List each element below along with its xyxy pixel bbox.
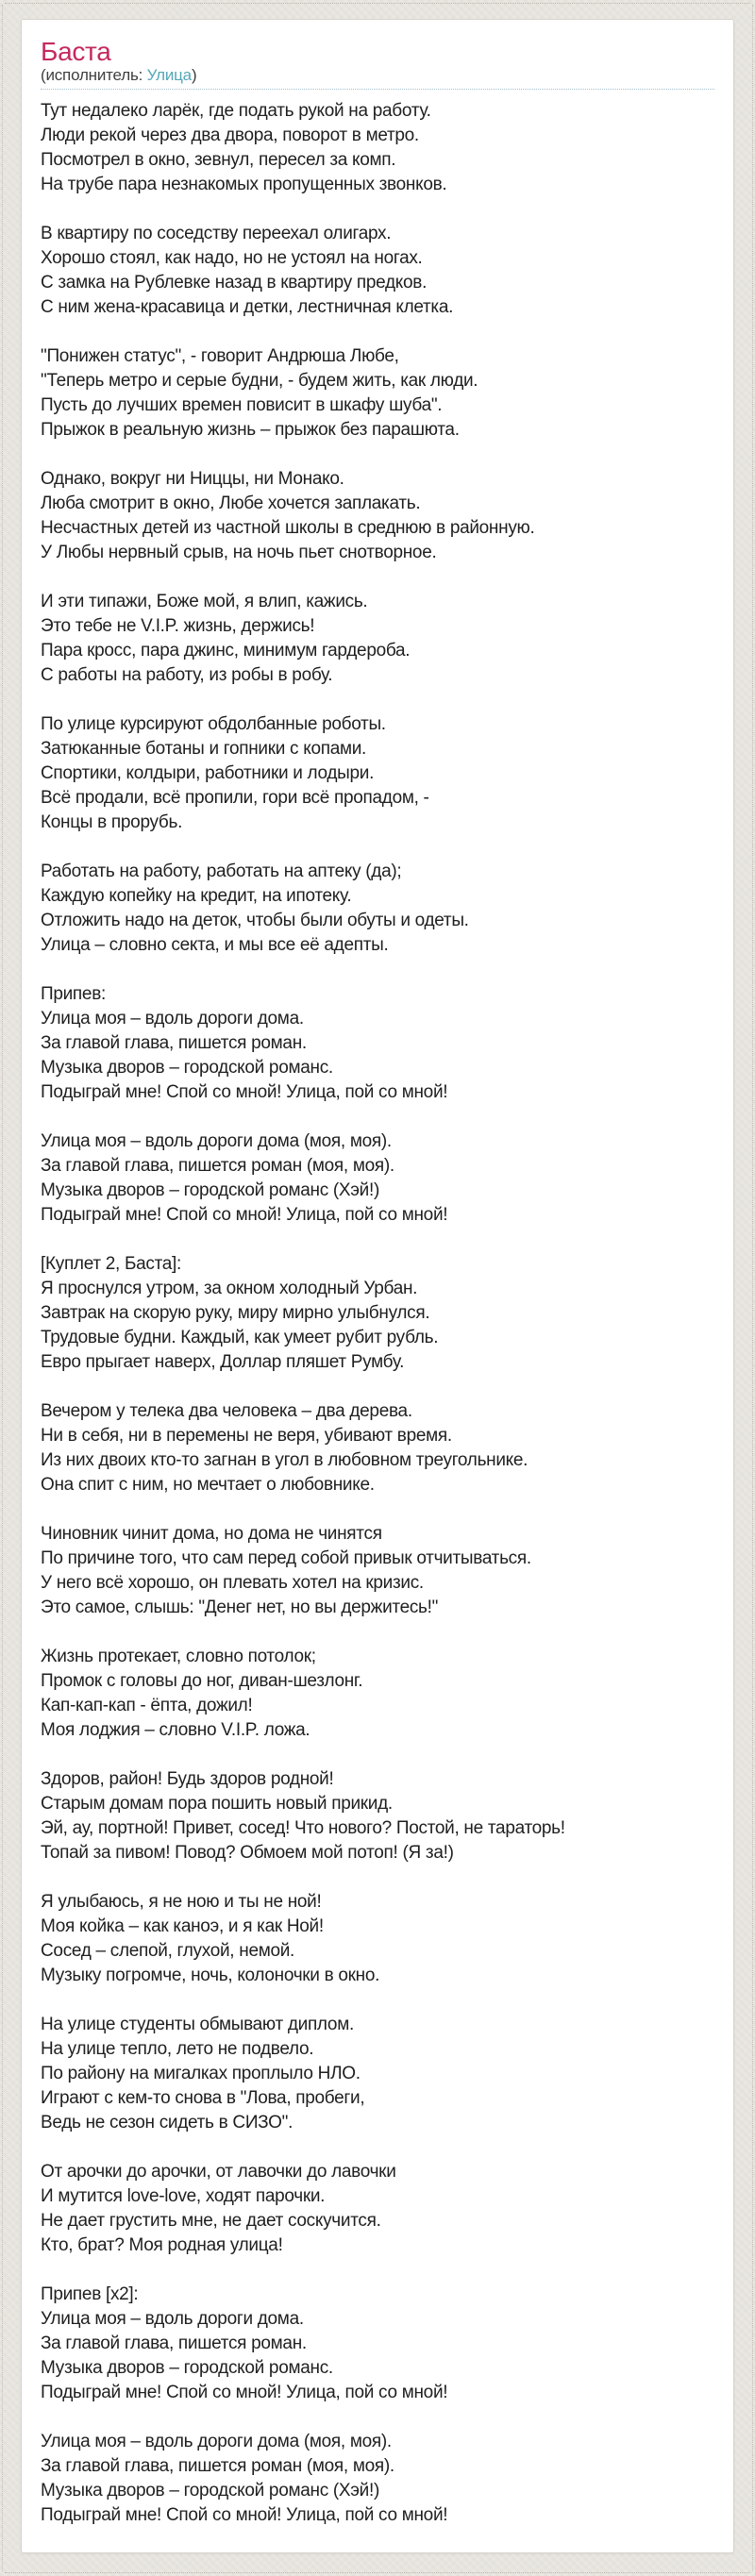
lyrics-line: Музыка дворов – городской романс.	[41, 1058, 333, 1078]
lyrics-line: Здоров, район! Будь здоров родной!	[41, 1769, 334, 1789]
lyrics-line: За главой глава, пишется роман.	[41, 2333, 307, 2353]
lyrics-line: По причине того, что сам перед собой привык отчитываться.	[41, 1548, 531, 1568]
lyrics-line: Однако, вокруг ни Ниццы, ни Монако.	[41, 469, 344, 489]
lyrics-line: Концы в прорубь.	[41, 812, 183, 832]
lyrics-line: Музыка дворов – городской романс (Хэй!)	[41, 2481, 379, 2501]
lyrics-line: Хорошо стоял, как надо, но не устоял на ногах.	[41, 248, 423, 268]
lyrics-line: Спортики, колдыри, работники и лодыри.	[41, 763, 375, 783]
stanza	[41, 860, 714, 958]
lyrics-line: Вечером у телека два человека – два дерева.	[41, 1401, 412, 1421]
song-title-link[interactable]: Баста	[41, 37, 111, 66]
lyrics-line: Подыграй мне! Спой со мной! Улица, пой со мной!	[41, 1082, 448, 1102]
stanza	[41, 1767, 714, 1865]
stanza	[41, 1522, 714, 1620]
lyrics-line: Припев [x2]:	[41, 2284, 139, 2304]
stanza	[41, 2283, 714, 2405]
stanza	[41, 99, 714, 197]
stanza	[41, 2430, 714, 2528]
lyrics-line: Улица моя – вдоль дороги дома (моя, моя).	[41, 1131, 392, 1151]
lyrics-line: Это тебе не V.I.P. жизнь, держись!	[41, 616, 315, 636]
lyrics-line: По улице курсируют обдолбанные роботы.	[41, 714, 386, 734]
lyrics-line: Припев:	[41, 984, 106, 1004]
stanza	[41, 2013, 714, 2135]
lyrics-line: Играют с кем-то снова в "Лова, пробеги,	[41, 2088, 365, 2108]
lyrics-line: На трубе пара незнакомых пропущенных звонков.	[41, 175, 447, 194]
artist-label-suffix: )	[191, 66, 197, 84]
lyrics-line: В квартиру по соседству переехал олигарх.	[41, 224, 392, 243]
lyrics-line: И мутится love-love, ходят парочки.	[41, 2186, 326, 2206]
lyrics-line: От арочки до арочки, от лавочки до лавочки	[41, 2162, 396, 2182]
lyrics-line: Прыжок в реальную жизнь – прыжок без парашюта.	[41, 420, 460, 440]
lyrics-line: Музыку погромче, ночь, колоночки в окно.	[41, 1965, 380, 1985]
lyrics-line: И эти типажи, Боже мой, я влип, кажись.	[41, 592, 368, 611]
lyrics-line: Отложить надо на деток, чтобы были обуты и одеты.	[41, 911, 469, 930]
lyrics-line: Кап-кап-кап - ёпта, дожил!	[41, 1696, 253, 1715]
lyrics-text	[41, 90, 714, 2528]
lyrics-line: Подыграй мне! Спой со мной! Улица, пой со мной!	[41, 2383, 448, 2402]
lyrics-line: С ним жена-красавица и детки, лестничная клетка.	[41, 297, 454, 317]
lyrics-line: На улице тепло, лето не подвело.	[41, 2039, 314, 2059]
lyrics-line: Моя лоджия – словно V.I.P. ложа.	[41, 1720, 310, 1740]
lyrics-line: По району на мигалках проплыло НЛО.	[41, 2064, 361, 2083]
stitch-edge-left	[2, 5, 3, 2571]
lyrics-line: Промок с головы до ног, диван-шезлонг.	[41, 1671, 363, 1691]
lyrics-line: "Теперь метро и серые будни, - будем жить, как люди.	[41, 371, 478, 391]
lyrics-line: Музыка дворов – городской романс (Хэй!)	[41, 1180, 379, 1200]
lyrics-line: Ни в себя, ни в перемены не веря, убивают время.	[41, 1426, 452, 1446]
stanza	[41, 2160, 714, 2258]
stanza	[41, 982, 714, 1105]
lyrics-line: Это самое, слышь: "Денег нет, но вы держитесь!"	[41, 1597, 439, 1617]
lyrics-line: Я улыбаюсь, я не ною и ты не ной!	[41, 1892, 322, 1912]
lyrics-line: Работать на работу, работать на аптеку (да);	[41, 861, 402, 881]
stanza	[41, 1890, 714, 1988]
lyrics-line: [Куплет 2, Баста]:	[41, 1254, 182, 1274]
lyrics-line: Ведь не сезон сидеть в СИЗО".	[41, 2113, 294, 2133]
lyrics-line: Улица моя – вдоль дороги дома (моя, моя).	[41, 2432, 392, 2451]
stitch-edge-right	[752, 5, 753, 2571]
lyrics-line: Посмотрел в окно, зевнул, пересел за комп.	[41, 150, 396, 170]
lyrics-line: Затюканные ботаны и гопники с копами.	[41, 739, 367, 759]
lyrics-line: Несчастных детей из частной школы в среднюю в районную.	[41, 518, 535, 538]
lyrics-line: Евро прыгает наверх, Доллар пляшет Румбу.	[41, 1352, 405, 1372]
lyrics-line: Люди рекой через два двора, поворот в метро.	[41, 125, 419, 145]
lyrics-line: Эй, ау, портной! Привет, сосед! Что нового? Постой, не тараторь!	[41, 1818, 565, 1838]
lyrics-line: Моя койка – как каноэ, и я как Ной!	[41, 1916, 324, 1936]
lyrics-line: Пусть до лучших времен повисит в шкафу шуба".	[41, 395, 443, 415]
lyrics-line: На улице студенты обмывают диплом.	[41, 2015, 354, 2034]
stanza	[41, 1252, 714, 1375]
lyrics-line: Тут недалеко ларёк, где подать рукой на работу.	[41, 101, 431, 121]
lyrics-line: Старым домам пора пошить новый прикид.	[41, 1794, 393, 1814]
lyrics-line: У него всё хорошо, он плевать хотел на кризис.	[41, 1573, 424, 1593]
lyrics-line: Улица моя – вдоль дороги дома.	[41, 2309, 304, 2329]
stanza	[41, 467, 714, 565]
lyrics-line: У Любы нервный срыв, на ночь пьет снотворное.	[41, 543, 437, 562]
lyrics-line: Она спит с ним, но мечтает о любовнике.	[41, 1475, 375, 1495]
stanza	[41, 1129, 714, 1228]
lyrics-line: Улица моя – вдоль дороги дома.	[41, 1009, 304, 1029]
stanza	[41, 1399, 714, 1497]
stanza	[41, 222, 714, 320]
artist-link[interactable]: Улица	[146, 66, 192, 84]
lyrics-line: За главой глава, пишется роман (моя, моя).	[41, 2456, 394, 2476]
lyrics-line: Кто, брат? Моя родная улица!	[41, 2235, 283, 2255]
lyrics-line: За главой глава, пишется роман.	[41, 1033, 307, 1053]
lyrics-line: Всё продали, всё пропили, гори всё пропадом, -	[41, 788, 429, 808]
lyrics-line: С замка на Рублевке назад в квартиру предков.	[41, 273, 428, 293]
lyrics-line: Жизнь протекает, словно потолок;	[41, 1647, 316, 1666]
lyrics-card	[21, 19, 734, 2553]
lyrics-line: Топай за пивом! Повод? Обмоем мой потоп! (Я за!)	[41, 1843, 454, 1863]
lyrics-line: Каждую копейку на кредит, на ипотеку.	[41, 886, 352, 906]
lyrics-line: Не дает грустить мне, не дает соскучится.	[41, 2211, 381, 2231]
lyrics-line: Завтрак на скорую руку, миру мирно улыбнулся.	[41, 1303, 430, 1323]
lyrics-line: С работы на работу, из робы в робу.	[41, 665, 333, 685]
lyrics-line: Чиновник чинит дома, но дома не чинятся	[41, 1524, 382, 1544]
lyrics-line: Подыграй мне! Спой со мной! Улица, пой со мной!	[41, 1205, 448, 1225]
lyrics-line: Трудовые будни. Каждый, как умеет рубит рубль.	[41, 1328, 439, 1347]
lyrics-line: Улица – словно секта, и мы все её адепты.	[41, 935, 389, 955]
artist-label-prefix: (исполнитель:	[41, 66, 147, 84]
stanza	[41, 590, 714, 688]
lyrics-line: Пара кросс, пара джинс, минимум гардероба.	[41, 641, 411, 661]
lyrics-line: Подыграй мне! Спой со мной! Улица, пой со мной!	[41, 2505, 448, 2525]
artist-subtitle	[41, 66, 714, 90]
lyrics-line: Музыка дворов – городской романс.	[41, 2358, 333, 2378]
lyrics-line: Я проснулся утром, за окном холодный Урбан.	[41, 1279, 418, 1298]
stanza	[41, 1645, 714, 1743]
lyrics-line: Из них двоих кто-то загнан в угол в любовном треугольнике.	[41, 1450, 528, 1470]
stanza	[41, 712, 714, 835]
lyrics-line: За главой глава, пишется роман (моя, моя).	[41, 1156, 394, 1176]
page-title	[41, 38, 714, 66]
stanza	[41, 344, 714, 443]
lyrics-line: Люба смотрит в окно, Любе хочется заплакать.	[41, 493, 421, 513]
lyrics-line: Сосед – слепой, глухой, немой.	[41, 1941, 295, 1961]
lyrics-line: "Понижен статус", - говорит Андрюша Любе,	[41, 346, 399, 366]
